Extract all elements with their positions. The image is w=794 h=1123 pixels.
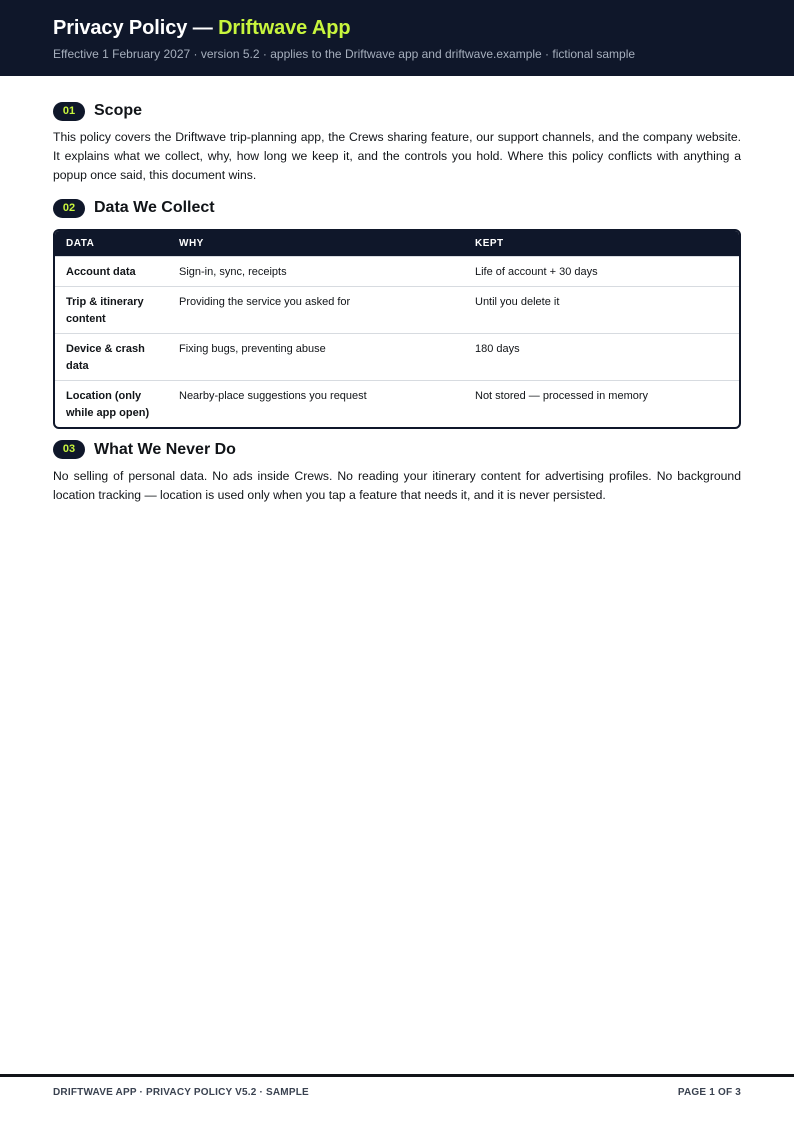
- table-row: [55, 333, 739, 380]
- section-data-we-collect: [53, 197, 741, 429]
- document-body: [53, 100, 741, 505]
- title-main: Privacy Policy —: [53, 17, 219, 39]
- footer-page-number: PAGE 1 OF 3: [677, 1087, 741, 1098]
- section-title: Scope: [94, 102, 143, 119]
- cell-kept: Life of account + 30 days: [464, 256, 739, 286]
- section-what-we-never-do: [53, 439, 741, 505]
- section-scope: [53, 100, 741, 185]
- section-number-badge: 03: [53, 440, 85, 459]
- cell-data: Location (only while app open): [55, 380, 168, 427]
- page-footer: [0, 1074, 794, 1098]
- column-header-data: DATA: [66, 238, 95, 250]
- page-header: [0, 0, 794, 76]
- section-heading: [53, 197, 741, 219]
- page-subtitle: Effective 1 February 2027 · version 5.2 · applies to the Driftwave app and driftwave.example · fictional sample: [53, 47, 636, 61]
- cell-kept: Not stored — processed in memory: [464, 380, 739, 427]
- cell-data: Account data: [55, 256, 168, 286]
- section-title: What We Never Do: [94, 440, 236, 458]
- cell-data: Trip & itinerary content: [55, 286, 168, 333]
- page-title: [53, 16, 741, 40]
- table-header-row: [55, 231, 739, 256]
- cell-kept: Until you delete it: [464, 286, 739, 333]
- cell-why: Fixing bugs, preventing abuse: [168, 333, 464, 380]
- section-title: Data We Collect: [94, 199, 215, 216]
- cell-why: Providing the service you asked for: [168, 286, 464, 333]
- section-heading: [53, 100, 741, 122]
- section-heading: [53, 439, 741, 461]
- cell-data: Device & crash data: [55, 333, 168, 380]
- cell-kept: 180 days: [464, 333, 739, 380]
- table-row: [55, 286, 739, 333]
- section-number-badge: 01: [53, 102, 85, 121]
- data-table: [53, 229, 741, 429]
- column-header-kept: KEPT: [475, 238, 504, 250]
- cell-why: Nearby-place suggestions you request: [168, 380, 464, 427]
- column-header-why: WHY: [179, 238, 204, 250]
- section-paragraph: This policy covers the Driftwave trip-planning app, the Crews sharing feature, our support channels, and the company website. It explains what we collect, why, how long we keep it, and the controls you hold. Where this policy conflicts with anything a popup once said, this document wins.: [53, 130, 741, 182]
- section-number-badge: 02: [53, 199, 85, 218]
- section-paragraph: No selling of personal data. No ads inside Crews. No reading your itinerary content for advertising profiles. No background location tracking — location is used only when you tap a feature that needs it, and it is never persisted.: [53, 468, 741, 502]
- table-row: [55, 380, 739, 427]
- table-row: [55, 256, 739, 286]
- footer-document-label: DRIFTWAVE APP · PRIVACY POLICY V5.2 · SAMPLE: [53, 1087, 309, 1098]
- title-app-name: Driftwave App: [218, 17, 351, 39]
- cell-why: Sign-in, sync, receipts: [168, 256, 464, 286]
